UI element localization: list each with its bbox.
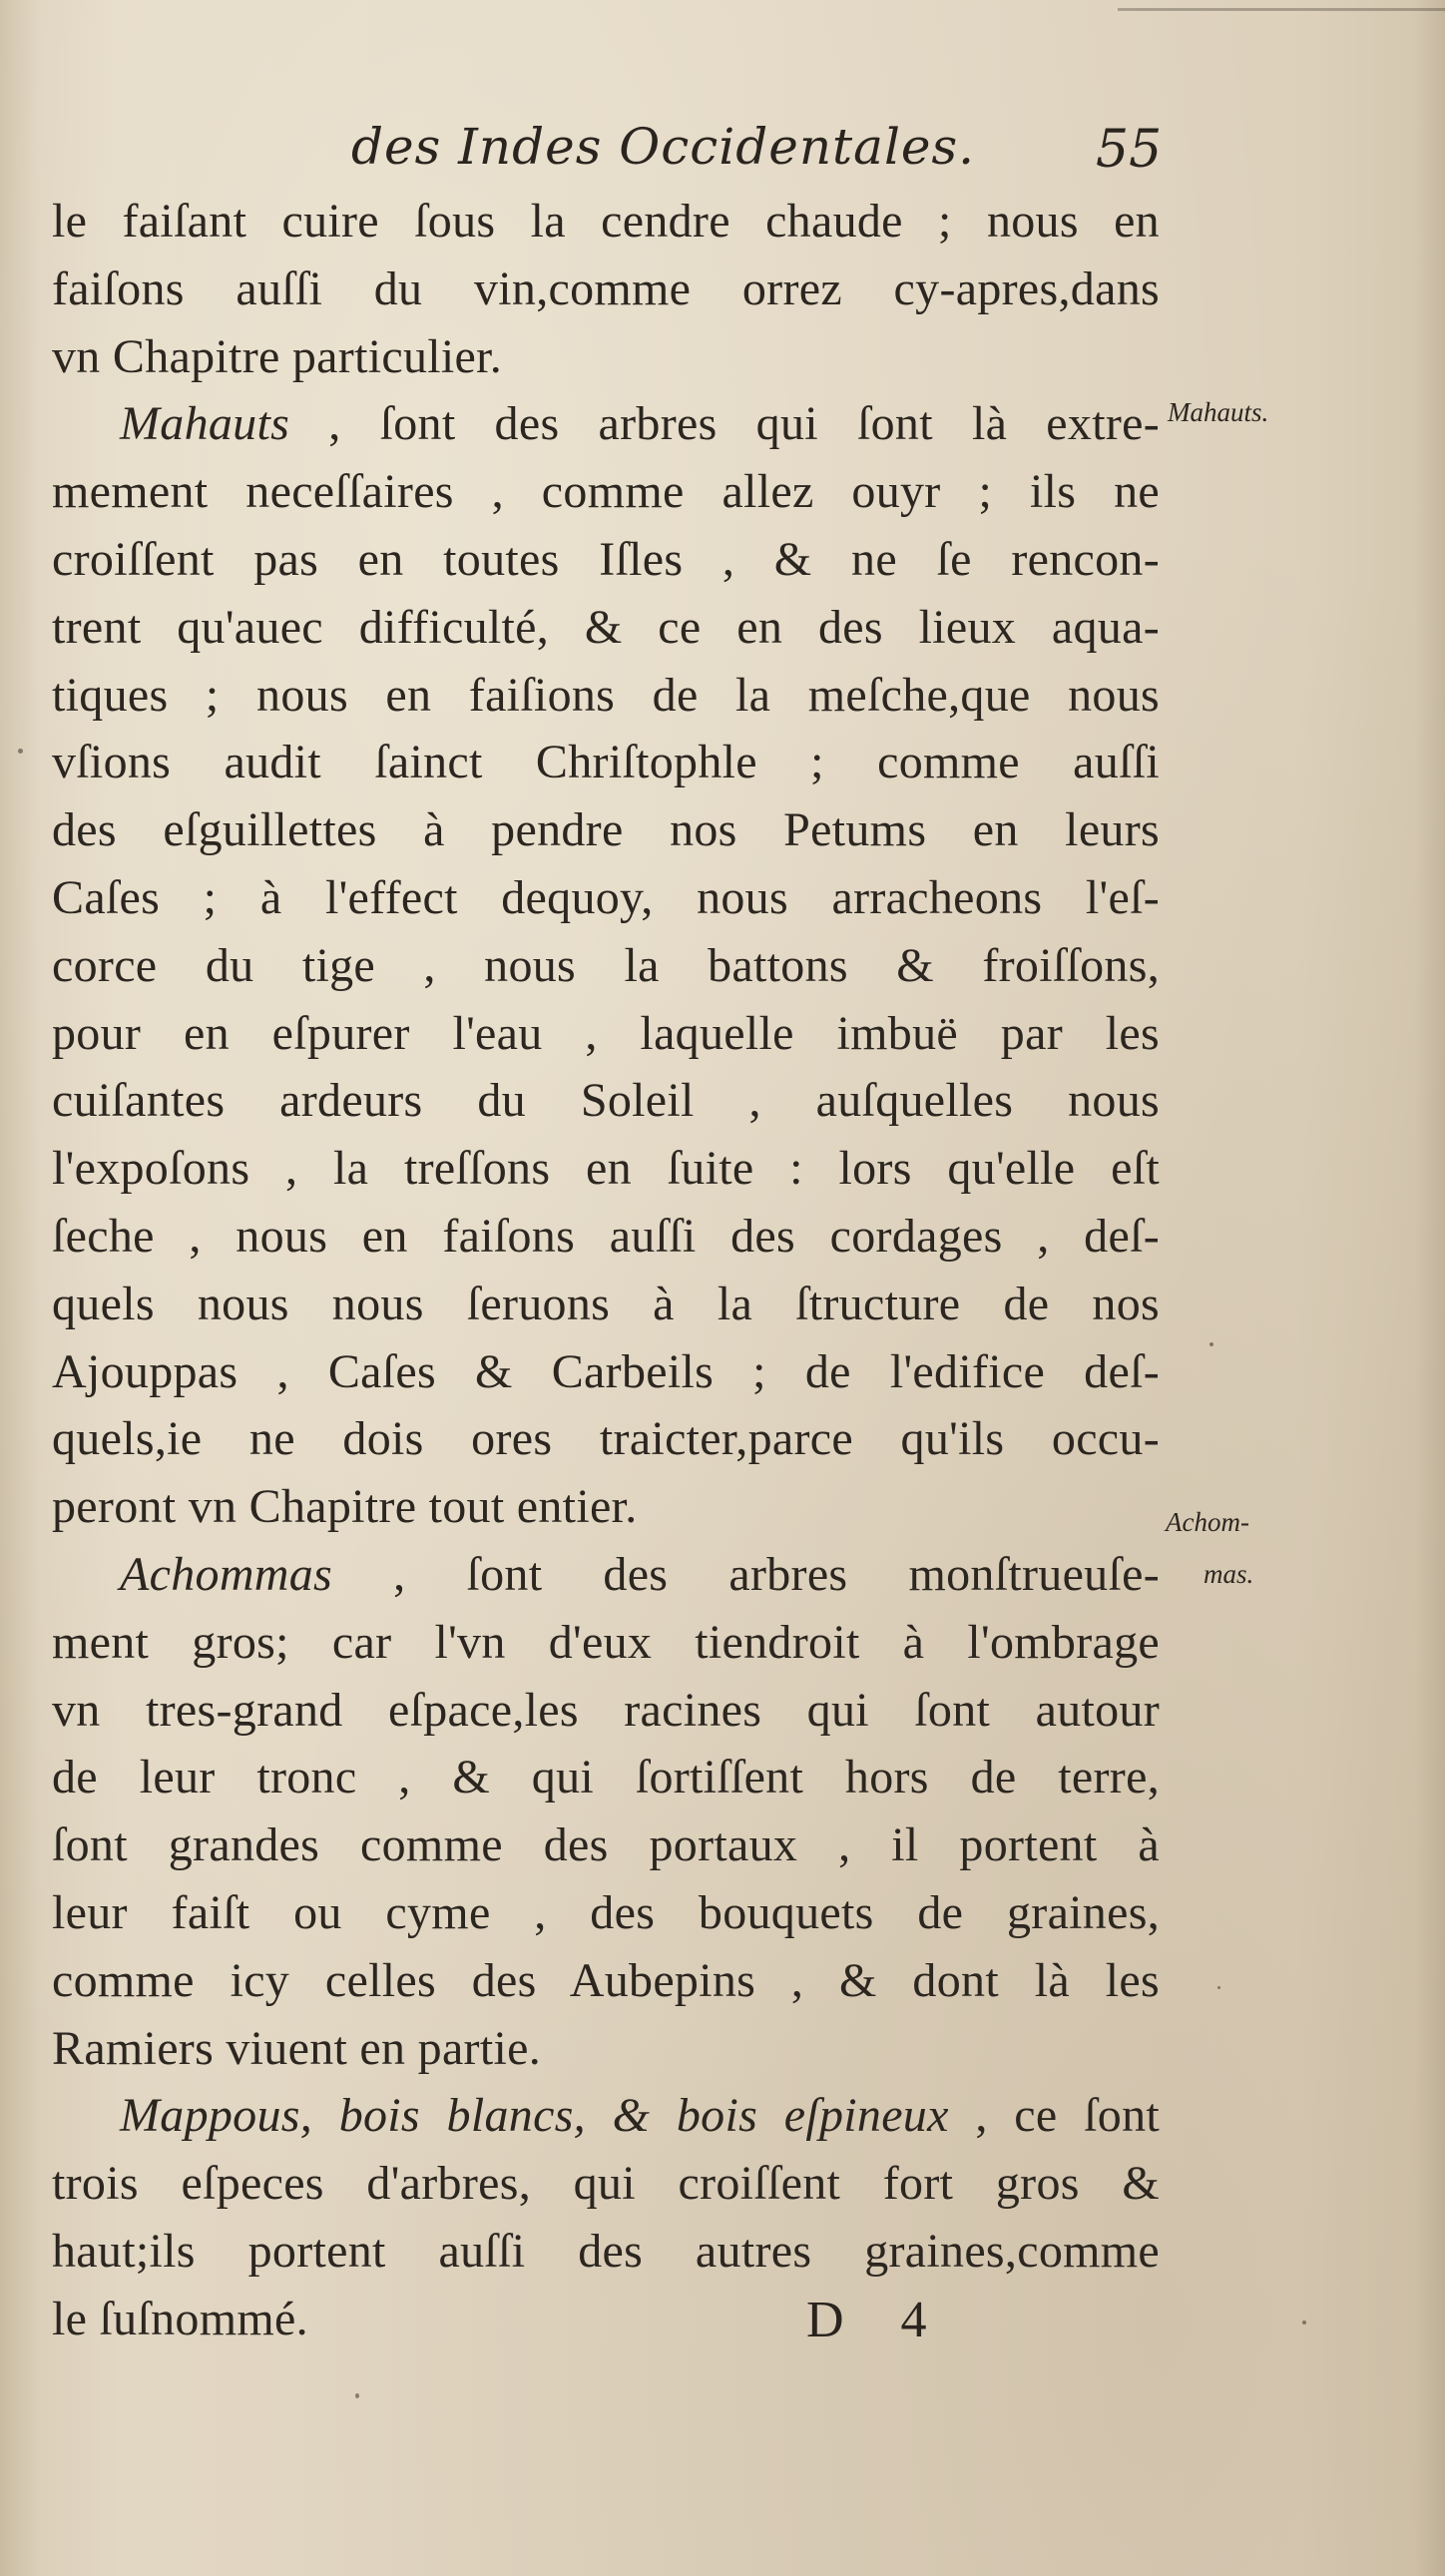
- line-text: , ce ſont: [948, 2089, 1161, 2143]
- line-text: vſions audit ſainct Chriſtophle ; comme auſſi: [52, 736, 1160, 789]
- text-line: [52, 1473, 1160, 1541]
- text-line: [52, 932, 1160, 1000]
- line-text: tiques ; nous en faiſions de la meſche,que nous: [52, 668, 1160, 722]
- line-text: ſeche , nous en faiſons auſſi des cordages , deſ-: [52, 1209, 1160, 1263]
- line-text: mement neceſſaires , comme allez ouyr ; ils ne: [52, 465, 1160, 519]
- page-edge-shadow: [1415, 0, 1445, 2576]
- line-text: faiſons auſſi du vin,comme orrez cy-apres,dans: [52, 261, 1160, 315]
- italic-heading-term: Mappous, bois blancs, & bois eſpineux: [120, 2089, 949, 2143]
- text-line: [52, 1135, 1160, 1203]
- line-text: le ſuſnommé.: [52, 2292, 308, 2345]
- body-text: [52, 188, 1160, 2353]
- text-line: [52, 1271, 1160, 1338]
- line-text: ment gros; car l'vn d'eux tiendroit à l'ombrage: [52, 1615, 1160, 1669]
- paper-speck: [18, 749, 23, 754]
- text-line: [52, 256, 1160, 323]
- text-line: [52, 458, 1160, 526]
- line-text: quels nous nous ſeruons à la ſtructure de nos: [52, 1277, 1160, 1330]
- text-line: [52, 390, 1160, 458]
- margin-note-achommas-1: Achom-: [1166, 1507, 1249, 1537]
- text-line: [52, 1744, 1160, 1811]
- text-line: [52, 1000, 1160, 1068]
- text-line: [52, 1541, 1160, 1609]
- text-line: [52, 1677, 1160, 1745]
- line-text: ſont grandes comme des portaux , il portent à: [52, 1818, 1160, 1872]
- paper-speck: [1209, 1342, 1213, 1346]
- text-line: [52, 2082, 1160, 2150]
- line-text: cuiſantes ardeurs du Soleil , auſquelles nous: [52, 1074, 1160, 1128]
- text-line: [52, 1879, 1160, 1947]
- text-line: [52, 594, 1160, 662]
- text-line: [52, 1609, 1160, 1677]
- margin-note-mahauts: Mahauts.: [1168, 397, 1269, 427]
- text-line: [52, 1811, 1160, 1879]
- text-line: [52, 526, 1160, 594]
- line-text: le faiſant cuire ſous la cendre chaude ; nous en: [52, 195, 1160, 248]
- running-head: des Indes Occidentales.: [351, 118, 976, 176]
- paper-speck: [355, 2393, 359, 2398]
- page-number: 55: [1096, 120, 1163, 180]
- text-line: [52, 2286, 1160, 2353]
- line-text: , ſont des arbres qui ſont là extre-: [289, 397, 1160, 451]
- line-text: comme icy celles des Aubepins , & dont là les: [52, 1953, 1160, 2007]
- line-text: leur faiſt ou cyme , des bouquets de graines,: [52, 1885, 1160, 1939]
- line-text: quels,ie ne dois ores traicter,parce qu'ils occu-: [52, 1412, 1160, 1466]
- text-line: [52, 1405, 1160, 1473]
- line-text: de leur tronc , & qui ſortiſſent hors de terre,: [52, 1751, 1160, 1804]
- text-line: [52, 1067, 1160, 1135]
- line-text: trois eſpeces d'arbres, qui croiſſent fort gros &: [52, 2157, 1160, 2211]
- text-line: [52, 796, 1160, 864]
- line-text: Ramiers viuent en partie.: [52, 2021, 542, 2075]
- margin-note-achommas-2: mas.: [1204, 1559, 1254, 1589]
- line-text: peront vn Chapitre tout entier.: [52, 1480, 638, 1534]
- text-line: [52, 323, 1160, 391]
- line-text: vn Chapitre particulier.: [52, 329, 503, 383]
- line-text: pour en eſpurer l'eau , laquelle imbuë par les: [52, 1006, 1160, 1060]
- italic-heading-term: Achommas: [120, 1547, 333, 1601]
- text-line: [52, 1947, 1160, 2015]
- text-line: [52, 188, 1160, 256]
- text-line: [52, 2218, 1160, 2286]
- text-line: [52, 2015, 1160, 2083]
- line-text: trent qu'auec difficulté, & ce en des lieux aqua-: [52, 600, 1160, 654]
- paper-speck: [1302, 2320, 1306, 2324]
- italic-heading-term: Mahauts: [120, 397, 290, 451]
- line-text: haut;ils portent auſſi des autres graines,comme: [52, 2224, 1160, 2278]
- line-text: , ſont des arbres monſtrueuſe-: [332, 1547, 1160, 1601]
- line-text: vn tres-grand eſpace,les racines qui ſont autour: [52, 1683, 1160, 1737]
- text-line: [52, 2150, 1160, 2218]
- text-line: [52, 1338, 1160, 1406]
- paper-speck: [1217, 1986, 1220, 1989]
- line-text: des eſguillettes à pendre nos Petums en leurs: [52, 803, 1160, 857]
- text-line: [52, 864, 1160, 932]
- line-text: Ajouppas , Caſes & Carbeils ; de l'edifice deſ-: [52, 1344, 1160, 1398]
- line-text: corce du tige , nous la battons & froiſſons,: [52, 938, 1160, 992]
- line-text: Caſes ; à l'effect dequoy, nous arracheons l'eſ-: [52, 870, 1160, 924]
- line-text: l'expoſons , la treſſons en ſuite : lors qu'elle eſt: [52, 1142, 1160, 1196]
- text-line: [52, 1203, 1160, 1271]
- text-line: [52, 729, 1160, 796]
- top-edge-line: [1118, 8, 1445, 11]
- signature-mark: D 4: [806, 2292, 949, 2348]
- line-text: croiſſent pas en toutes Iſles , & ne ſe rencon-: [52, 532, 1160, 586]
- text-line: [52, 662, 1160, 730]
